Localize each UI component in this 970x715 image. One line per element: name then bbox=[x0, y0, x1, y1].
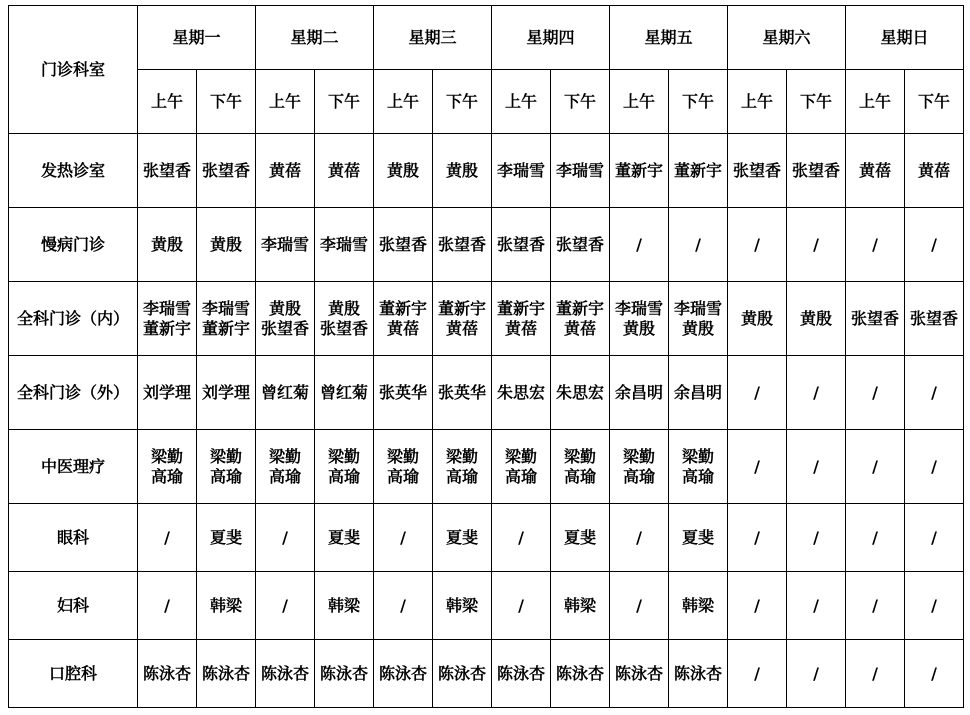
department-name: 全科门诊（外） bbox=[9, 356, 138, 430]
doctor-name: 张望香 bbox=[850, 308, 899, 328]
department-row bbox=[9, 282, 964, 356]
schedule-cell bbox=[551, 134, 610, 208]
doctor-name: 黄蓓 bbox=[917, 160, 950, 180]
doctor-name: / bbox=[931, 595, 937, 615]
department-name: 全科门诊（内） bbox=[9, 282, 138, 356]
doctor-name: 董新宇 bbox=[142, 318, 191, 338]
schedule-cell bbox=[197, 504, 256, 572]
schedule-cell bbox=[787, 504, 846, 572]
department-name: 发热诊室 bbox=[9, 134, 138, 208]
doctor-name: / bbox=[164, 595, 170, 615]
doctor-name: / bbox=[931, 527, 937, 547]
schedule-cell bbox=[846, 640, 905, 708]
doctor-name: 黄殷 bbox=[445, 160, 478, 180]
schedule-cell bbox=[728, 208, 787, 282]
doctor-name: 韩梁 bbox=[327, 595, 360, 615]
schedule-cell bbox=[138, 208, 197, 282]
schedule-cell bbox=[669, 356, 728, 430]
doctor-name: 黄殷 bbox=[740, 308, 773, 328]
schedule-cell bbox=[197, 208, 256, 282]
doctor-name: 曾红菊 bbox=[319, 382, 368, 402]
doctor-name: / bbox=[754, 527, 760, 547]
schedule-cell bbox=[846, 504, 905, 572]
doctor-name: 黄蓓 bbox=[563, 318, 596, 338]
doctor-name: 黄殷 bbox=[268, 298, 301, 318]
doctor-name: 陈泳杏 bbox=[437, 663, 486, 683]
session-am-header: 上午 bbox=[256, 70, 315, 134]
doctor-name: 黄殷 bbox=[799, 308, 832, 328]
session-pm-header: 下午 bbox=[197, 70, 256, 134]
doctor-name: / bbox=[872, 595, 878, 615]
doctor-name: 陈泳杏 bbox=[555, 663, 604, 683]
doctor-name: 张望香 bbox=[319, 318, 368, 338]
doctor-name: 黄殷 bbox=[209, 234, 242, 254]
schedule-cell bbox=[728, 134, 787, 208]
doctor-name: 夏斐 bbox=[681, 527, 714, 547]
schedule-cell bbox=[492, 640, 551, 708]
doctor-name: 高瑜 bbox=[622, 466, 655, 486]
doctor-name: 梁勤 bbox=[327, 446, 360, 466]
doctor-name: 陈泳杏 bbox=[673, 663, 722, 683]
schedule-cell bbox=[315, 572, 374, 640]
schedule-cell bbox=[374, 640, 433, 708]
doctor-name: 李瑞雪 bbox=[614, 298, 663, 318]
schedule-cell bbox=[669, 134, 728, 208]
schedule-cell bbox=[492, 134, 551, 208]
schedule-cell bbox=[669, 572, 728, 640]
doctor-name: / bbox=[813, 663, 819, 683]
doctor-name: 韩梁 bbox=[209, 595, 242, 615]
schedule-cell bbox=[138, 640, 197, 708]
schedule-cell bbox=[374, 504, 433, 572]
schedule-cell bbox=[492, 208, 551, 282]
day-header-row bbox=[9, 6, 964, 70]
schedule-cell bbox=[551, 282, 610, 356]
doctor-name: 张望香 bbox=[909, 308, 958, 328]
schedule-cell bbox=[787, 356, 846, 430]
department-name: 眼科 bbox=[9, 504, 138, 572]
day-header-tue: 星期二 bbox=[256, 6, 374, 70]
doctor-name: 高瑜 bbox=[386, 466, 419, 486]
doctor-name: 董新宇 bbox=[378, 298, 427, 318]
department-row bbox=[9, 208, 964, 282]
department-row bbox=[9, 430, 964, 504]
doctor-name: 梁勤 bbox=[386, 446, 419, 466]
doctor-name: 张望香 bbox=[791, 160, 840, 180]
doctor-name: / bbox=[695, 234, 701, 254]
doctor-name: 高瑜 bbox=[209, 466, 242, 486]
day-header-sun: 星期日 bbox=[846, 6, 964, 70]
schedule-cell bbox=[374, 572, 433, 640]
schedule-cell bbox=[728, 572, 787, 640]
doctor-name: 黄殷 bbox=[327, 298, 360, 318]
doctor-name: / bbox=[872, 527, 878, 547]
doctor-name: / bbox=[754, 595, 760, 615]
schedule-cell bbox=[315, 430, 374, 504]
schedule-cell bbox=[787, 208, 846, 282]
schedule-cell bbox=[846, 430, 905, 504]
doctor-name: 梁勤 bbox=[445, 446, 478, 466]
doctor-name: / bbox=[872, 663, 878, 683]
department-name: 中医理疗 bbox=[9, 430, 138, 504]
schedule-cell bbox=[138, 572, 197, 640]
doctor-name: / bbox=[754, 234, 760, 254]
schedule-cell bbox=[315, 282, 374, 356]
doctor-name: 黄蓓 bbox=[386, 318, 419, 338]
schedule-cell bbox=[197, 356, 256, 430]
schedule-cell bbox=[138, 134, 197, 208]
schedule-cell bbox=[905, 430, 964, 504]
clinic-schedule-table bbox=[8, 5, 964, 708]
doctor-name: 董新宇 bbox=[201, 318, 250, 338]
doctor-name: 张英华 bbox=[437, 382, 486, 402]
doctor-name: / bbox=[518, 527, 524, 547]
schedule-cell bbox=[433, 572, 492, 640]
session-am-header: 上午 bbox=[728, 70, 787, 134]
schedule-cell bbox=[728, 282, 787, 356]
doctor-name: 高瑜 bbox=[504, 466, 537, 486]
schedule-cell bbox=[610, 356, 669, 430]
schedule-cell bbox=[256, 356, 315, 430]
doctor-name: 陈泳杏 bbox=[614, 663, 663, 683]
session-pm-header: 下午 bbox=[551, 70, 610, 134]
doctor-name: 董新宇 bbox=[614, 160, 663, 180]
doctor-name: / bbox=[813, 595, 819, 615]
doctor-name: / bbox=[400, 595, 406, 615]
department-row bbox=[9, 640, 964, 708]
schedule-cell bbox=[433, 430, 492, 504]
doctor-name: 陈泳杏 bbox=[378, 663, 427, 683]
doctor-name: 余昌明 bbox=[673, 382, 722, 402]
schedule-cell bbox=[374, 134, 433, 208]
schedule-cell bbox=[315, 134, 374, 208]
doctor-name: 张英华 bbox=[378, 382, 427, 402]
day-header-mon: 星期一 bbox=[138, 6, 256, 70]
doctor-name: 张望香 bbox=[437, 234, 486, 254]
doctor-name: 余昌明 bbox=[614, 382, 663, 402]
doctor-name: / bbox=[754, 663, 760, 683]
schedule-cell bbox=[669, 430, 728, 504]
doctor-name: 黄蓓 bbox=[445, 318, 478, 338]
day-header-fri: 星期五 bbox=[610, 6, 728, 70]
doctor-name: / bbox=[813, 234, 819, 254]
doctor-name: 韩梁 bbox=[563, 595, 596, 615]
schedule-cell bbox=[610, 504, 669, 572]
doctor-name: 梁勤 bbox=[504, 446, 537, 466]
doctor-name: / bbox=[813, 527, 819, 547]
doctor-name: / bbox=[754, 382, 760, 402]
department-row bbox=[9, 572, 964, 640]
doctor-name: 李瑞雪 bbox=[319, 234, 368, 254]
doctor-name: 张望香 bbox=[496, 234, 545, 254]
schedule-cell bbox=[256, 572, 315, 640]
doctor-name: 李瑞雪 bbox=[142, 298, 191, 318]
day-header-wed: 星期三 bbox=[374, 6, 492, 70]
doctor-name: / bbox=[636, 595, 642, 615]
schedule-cell bbox=[846, 282, 905, 356]
doctor-name: 黄殷 bbox=[622, 318, 655, 338]
doctor-name: 梁勤 bbox=[681, 446, 714, 466]
schedule-cell bbox=[374, 430, 433, 504]
schedule-cell bbox=[197, 134, 256, 208]
doctor-name: 高瑜 bbox=[327, 466, 360, 486]
doctor-name: 曾红菊 bbox=[260, 382, 309, 402]
schedule-cell bbox=[197, 282, 256, 356]
department-name: 慢病门诊 bbox=[9, 208, 138, 282]
session-header-row bbox=[9, 70, 964, 134]
doctor-name: 李瑞雪 bbox=[260, 234, 309, 254]
schedule-cell bbox=[610, 640, 669, 708]
doctor-name: / bbox=[931, 663, 937, 683]
schedule-cell bbox=[846, 356, 905, 430]
doctor-name: 黄殷 bbox=[386, 160, 419, 180]
session-am-header: 上午 bbox=[492, 70, 551, 134]
schedule-cell bbox=[197, 430, 256, 504]
doctor-name: 梁勤 bbox=[209, 446, 242, 466]
schedule-cell bbox=[492, 504, 551, 572]
doctor-name: / bbox=[636, 527, 642, 547]
session-am-header: 上午 bbox=[374, 70, 433, 134]
doctor-name: 黄殷 bbox=[681, 318, 714, 338]
doctor-name: 刘学理 bbox=[201, 382, 250, 402]
doctor-name: 陈泳杏 bbox=[201, 663, 250, 683]
doctor-name: / bbox=[931, 382, 937, 402]
schedule-cell bbox=[551, 430, 610, 504]
schedule-cell bbox=[669, 640, 728, 708]
doctor-name: 李瑞雪 bbox=[201, 298, 250, 318]
schedule-cell bbox=[256, 134, 315, 208]
schedule-cell bbox=[256, 208, 315, 282]
doctor-name: 陈泳杏 bbox=[260, 663, 309, 683]
schedule-cell bbox=[728, 356, 787, 430]
department-row bbox=[9, 134, 964, 208]
session-am-header: 上午 bbox=[610, 70, 669, 134]
schedule-cell bbox=[315, 504, 374, 572]
schedule-cell bbox=[433, 356, 492, 430]
schedule-cell bbox=[905, 356, 964, 430]
doctor-name: / bbox=[282, 595, 288, 615]
schedule-cell bbox=[315, 208, 374, 282]
schedule-body bbox=[9, 6, 964, 708]
doctor-name: 朱思宏 bbox=[496, 382, 545, 402]
schedule-cell bbox=[846, 208, 905, 282]
department-header: 门诊科室 bbox=[9, 6, 138, 134]
doctor-name: 刘学理 bbox=[142, 382, 191, 402]
doctor-name: 陈泳杏 bbox=[496, 663, 545, 683]
schedule-cell bbox=[669, 282, 728, 356]
doctor-name: 朱思宏 bbox=[555, 382, 604, 402]
schedule-cell bbox=[492, 282, 551, 356]
schedule-cell bbox=[728, 640, 787, 708]
doctor-name: 李瑞雪 bbox=[673, 298, 722, 318]
schedule-cell bbox=[551, 572, 610, 640]
session-am-header: 上午 bbox=[846, 70, 905, 134]
schedule-cell bbox=[256, 504, 315, 572]
doctor-name: 高瑜 bbox=[150, 466, 183, 486]
doctor-name: 黄蓓 bbox=[504, 318, 537, 338]
doctor-name: 张望香 bbox=[142, 160, 191, 180]
doctor-name: 张望香 bbox=[378, 234, 427, 254]
doctor-name: / bbox=[872, 456, 878, 476]
doctor-name: 董新宇 bbox=[496, 298, 545, 318]
schedule-cell bbox=[138, 356, 197, 430]
day-header-thu: 星期四 bbox=[492, 6, 610, 70]
schedule-cell bbox=[905, 282, 964, 356]
schedule-cell bbox=[551, 640, 610, 708]
schedule-cell bbox=[315, 356, 374, 430]
doctor-name: 韩梁 bbox=[681, 595, 714, 615]
doctor-name: 张望香 bbox=[260, 318, 309, 338]
schedule-cell bbox=[374, 282, 433, 356]
schedule-cell bbox=[138, 430, 197, 504]
doctor-name: / bbox=[813, 456, 819, 476]
schedule-cell bbox=[492, 572, 551, 640]
doctor-name: 李瑞雪 bbox=[496, 160, 545, 180]
schedule-cell bbox=[138, 504, 197, 572]
doctor-name: 梁勤 bbox=[622, 446, 655, 466]
doctor-name: 黄蓓 bbox=[858, 160, 891, 180]
doctor-name: / bbox=[400, 527, 406, 547]
schedule-cell bbox=[669, 208, 728, 282]
doctor-name: 高瑜 bbox=[268, 466, 301, 486]
doctor-name: 张望香 bbox=[201, 160, 250, 180]
schedule-cell bbox=[787, 430, 846, 504]
doctor-name: / bbox=[754, 456, 760, 476]
doctor-name: 高瑜 bbox=[563, 466, 596, 486]
schedule-cell bbox=[374, 208, 433, 282]
session-pm-header: 下午 bbox=[315, 70, 374, 134]
doctor-name: / bbox=[931, 456, 937, 476]
schedule-cell bbox=[197, 640, 256, 708]
schedule-cell bbox=[787, 640, 846, 708]
schedule-cell bbox=[433, 282, 492, 356]
schedule-cell bbox=[787, 572, 846, 640]
schedule-cell bbox=[315, 640, 374, 708]
day-header-sat: 星期六 bbox=[728, 6, 846, 70]
schedule-cell bbox=[787, 282, 846, 356]
schedule-cell bbox=[787, 134, 846, 208]
session-pm-header: 下午 bbox=[905, 70, 964, 134]
doctor-name: / bbox=[518, 595, 524, 615]
session-pm-header: 下午 bbox=[433, 70, 492, 134]
schedule-cell bbox=[433, 208, 492, 282]
schedule-cell bbox=[728, 430, 787, 504]
doctor-name: 张望香 bbox=[732, 160, 781, 180]
doctor-name: 高瑜 bbox=[681, 466, 714, 486]
doctor-name: / bbox=[931, 234, 937, 254]
schedule-cell bbox=[374, 356, 433, 430]
schedule-cell bbox=[433, 134, 492, 208]
department-row bbox=[9, 504, 964, 572]
doctor-name: 夏斐 bbox=[209, 527, 242, 547]
schedule-cell bbox=[551, 504, 610, 572]
schedule-cell bbox=[492, 356, 551, 430]
session-pm-header: 下午 bbox=[669, 70, 728, 134]
session-pm-header: 下午 bbox=[787, 70, 846, 134]
doctor-name: 梁勤 bbox=[563, 446, 596, 466]
schedule-cell bbox=[256, 640, 315, 708]
schedule-cell bbox=[492, 430, 551, 504]
schedule-cell bbox=[905, 504, 964, 572]
doctor-name: / bbox=[813, 382, 819, 402]
schedule-cell bbox=[256, 282, 315, 356]
session-am-header: 上午 bbox=[138, 70, 197, 134]
doctor-name: 夏斐 bbox=[327, 527, 360, 547]
doctor-name: / bbox=[164, 527, 170, 547]
doctor-name: 陈泳杏 bbox=[142, 663, 191, 683]
department-name: 口腔科 bbox=[9, 640, 138, 708]
doctor-name: 黄蓓 bbox=[327, 160, 360, 180]
doctor-name: / bbox=[636, 234, 642, 254]
schedule-cell bbox=[905, 572, 964, 640]
department-name: 妇科 bbox=[9, 572, 138, 640]
schedule-cell bbox=[905, 208, 964, 282]
doctor-name: / bbox=[282, 527, 288, 547]
schedule-cell bbox=[256, 430, 315, 504]
schedule-cell bbox=[846, 572, 905, 640]
schedule-cell bbox=[669, 504, 728, 572]
schedule-cell bbox=[905, 134, 964, 208]
schedule-cell bbox=[610, 572, 669, 640]
doctor-name: 黄蓓 bbox=[268, 160, 301, 180]
schedule-cell bbox=[610, 430, 669, 504]
doctor-name: / bbox=[872, 234, 878, 254]
doctor-name: 韩梁 bbox=[445, 595, 478, 615]
schedule-cell bbox=[610, 208, 669, 282]
schedule-cell bbox=[551, 356, 610, 430]
doctor-name: 梁勤 bbox=[268, 446, 301, 466]
doctor-name: 夏斐 bbox=[445, 527, 478, 547]
doctor-name: 李瑞雪 bbox=[555, 160, 604, 180]
schedule-cell bbox=[197, 572, 256, 640]
schedule-cell bbox=[433, 640, 492, 708]
schedule-cell bbox=[551, 208, 610, 282]
doctor-name: 董新宇 bbox=[555, 298, 604, 318]
doctor-name: / bbox=[872, 382, 878, 402]
doctor-name: 黄殷 bbox=[150, 234, 183, 254]
doctor-name: 夏斐 bbox=[563, 527, 596, 547]
schedule-cell bbox=[138, 282, 197, 356]
doctor-name: 张望香 bbox=[555, 234, 604, 254]
schedule-cell bbox=[610, 282, 669, 356]
doctor-name: 高瑜 bbox=[445, 466, 478, 486]
schedule-cell bbox=[610, 134, 669, 208]
schedule-cell bbox=[728, 504, 787, 572]
department-row bbox=[9, 356, 964, 430]
doctor-name: 董新宇 bbox=[673, 160, 722, 180]
schedule-cell bbox=[846, 134, 905, 208]
doctor-name: 梁勤 bbox=[150, 446, 183, 466]
schedule-cell bbox=[905, 640, 964, 708]
doctor-name: 陈泳杏 bbox=[319, 663, 368, 683]
schedule-cell bbox=[433, 504, 492, 572]
doctor-name: 董新宇 bbox=[437, 298, 486, 318]
